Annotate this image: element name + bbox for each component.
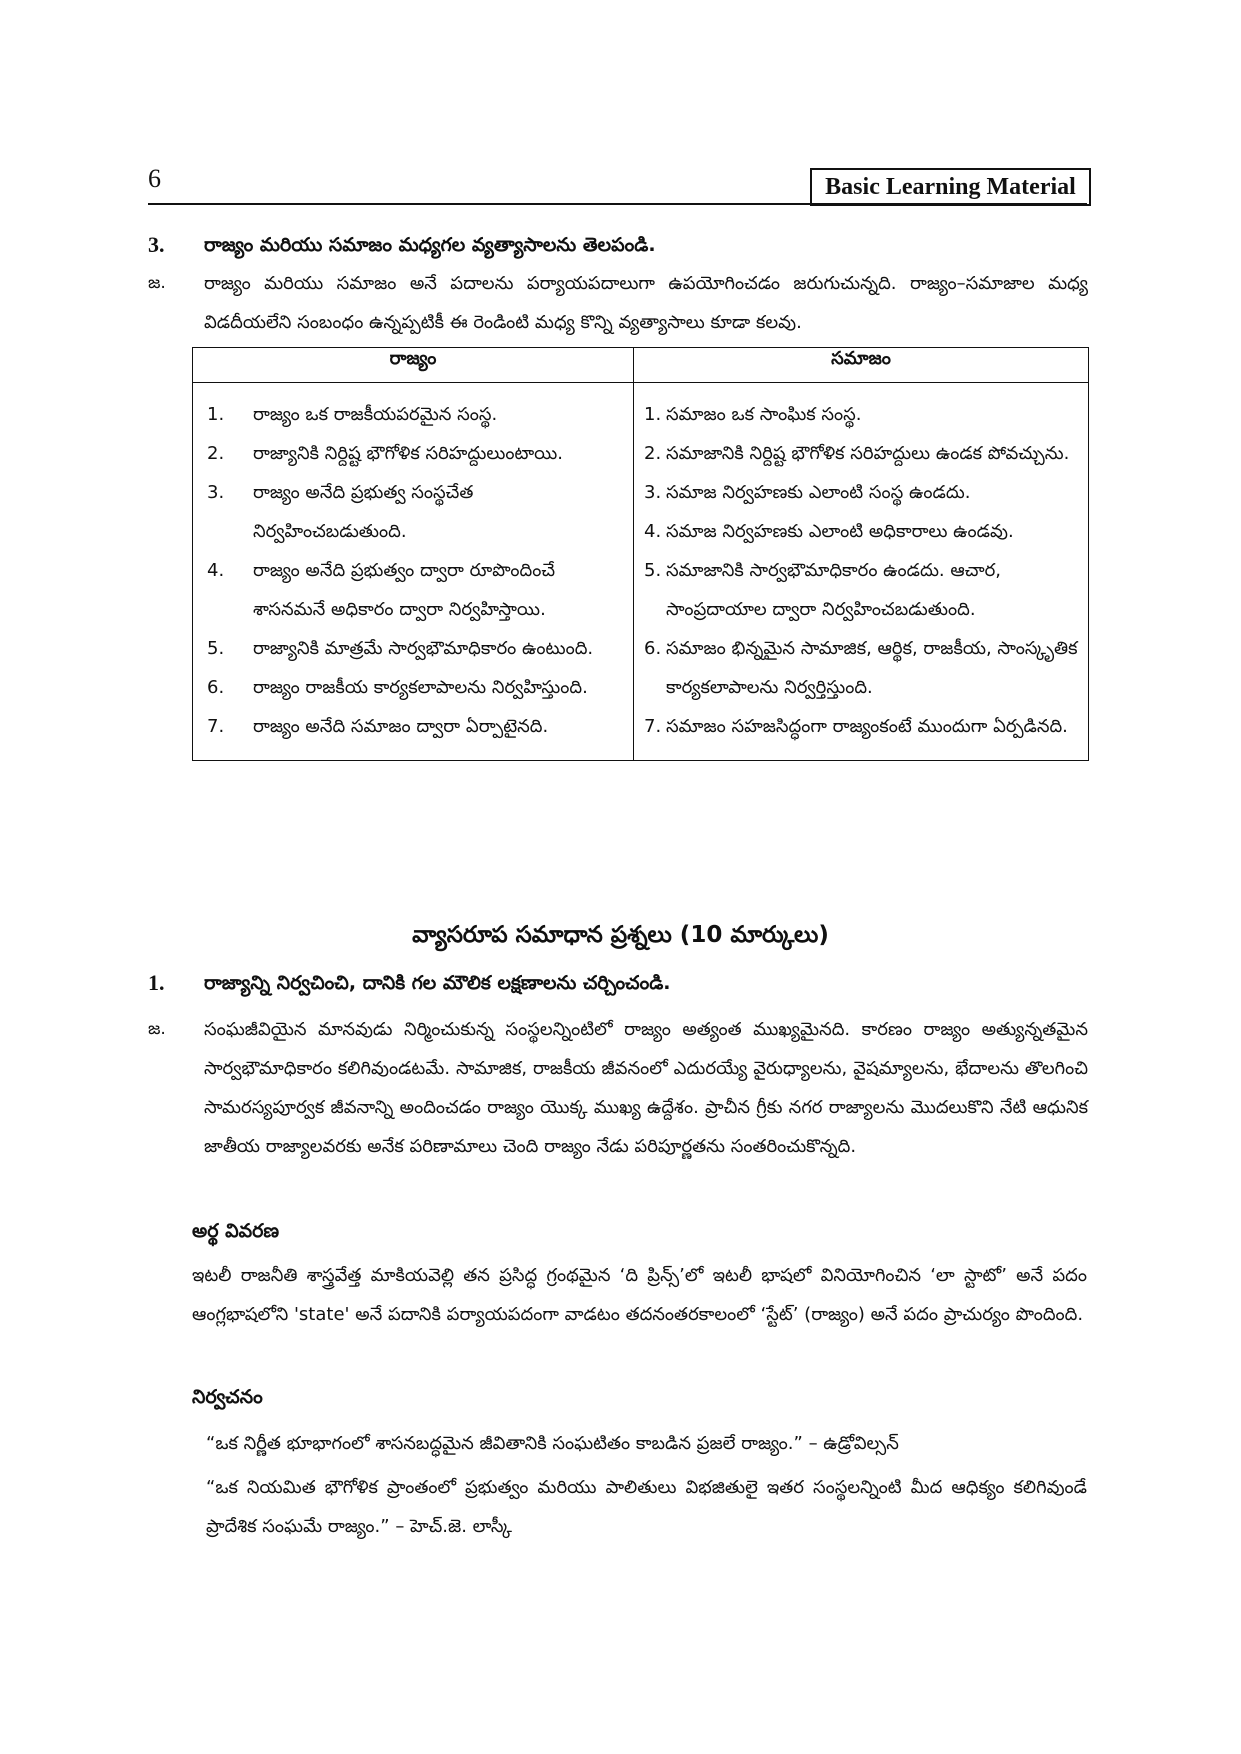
- item-text: రాజ్యం అనేది సమాజం ద్వారా ఏర్పాటైనది.: [253, 716, 549, 737]
- question-1: [148, 968, 1088, 998]
- item-text: రాజ్యానికి మాత్రమే సార్వభౌమాధికారం ఉంటుంది.: [253, 638, 594, 659]
- section-heading: వ్యాసరూప సమాధాన ప్రశ్నలు (10 మార్కులు): [412, 922, 829, 948]
- question-number: 1.: [148, 970, 165, 995]
- table-list-item: [644, 629, 1078, 707]
- table-list-item: [644, 707, 1078, 746]
- header-title-box: [810, 168, 1091, 206]
- question-3: [148, 230, 1088, 260]
- society-column: [634, 383, 1089, 761]
- table-list-item: [203, 629, 623, 668]
- item-number: 1.: [644, 404, 662, 425]
- meaning-paragraph: ఇటలీ రాజనీతి శాస్త్రవేత్త మాకియవెల్లి తన ప్రసిద్ధ గ్రంథమైన ‘ది ప్రిన్స్’లో ఇటలీ భాషలో వినియోగించిన ‘లా స్టాటో’ అనే పదం ఆంగ్లభాషలోని 'state' అనే పదానికి పర్యాయపదంగా వాడటం తదనంతరకాలంలో ‘స్టేట్’ (రాజ్యం) అనే పదం ప్రాచుర్యం పొందింది.: [192, 1265, 1087, 1325]
- question-text: రాజ్యం మరియు సమాజం మధ్యగల వ్యత్యాసాలను తెలపండి.: [204, 234, 656, 256]
- answer-marker: జ.: [148, 1019, 166, 1039]
- meaning-heading: అర్థ వివరణ: [192, 1220, 280, 1242]
- answer-3: [148, 264, 1088, 342]
- table-list-item: [203, 395, 623, 434]
- item-text: రాజ్యం ఒక రాజకీయపరమైన సంస్థ.: [253, 404, 498, 425]
- item-text: రాజ్యం రాజకీయ కార్యకలాపాలను నిర్వహిస్తుంది.: [253, 677, 588, 698]
- item-number: 2.: [207, 443, 225, 464]
- definition-quote-laski: “ఒక నియమిత భౌగోళిక ప్రాంతంలో ప్రభుత్వం మరియు పాలితులు విభజితులై ఇతర సంస్థలన్నింటి మీద ఆధిక్యం కలిగివుండే ప్రాదేశిక సంఘమే రాజ్యం.” – హెచ్.జె. లాస్కీ: [206, 1477, 1087, 1537]
- item-number: 4.: [644, 521, 662, 542]
- item-text: రాజ్యానికి నిర్దిష్ట భౌగోళిక సరిహద్దులుంటాయి.: [253, 443, 563, 464]
- definition-heading: నిర్వచనం: [192, 1386, 263, 1408]
- society-points-list: [644, 395, 1078, 746]
- item-number: 6.: [207, 677, 225, 698]
- state-column: [193, 383, 634, 761]
- item-number: 1.: [207, 404, 225, 425]
- item-number: 3.: [644, 482, 662, 503]
- table-list-item: [203, 707, 623, 746]
- item-text: రాజ్యం అనేది ప్రభుత్వ సంస్థచేత నిర్వహించబడుతుంది.: [253, 482, 474, 542]
- item-text: సమాజ నిర్వహణకు ఎలాంటి సంస్థ ఉండదు.: [666, 482, 971, 503]
- item-text: రాజ్యం అనేది ప్రభుత్వం ద్వారా రూపొందించే శాసనమనే అధికారం ద్వారా నిర్వహిస్తాయి.: [253, 560, 556, 620]
- item-number: 5.: [207, 638, 225, 659]
- table-list-item: [203, 434, 623, 473]
- header-rule: [148, 203, 1087, 205]
- item-text: సమాజానికి నిర్దిష్ట భౌగోళిక సరిహద్దులు ఉండక పోవచ్చును.: [666, 443, 1070, 464]
- table-header-row: [193, 348, 1089, 383]
- table-list-item: [203, 551, 623, 629]
- item-number: 5.: [644, 560, 662, 581]
- item-number: 3.: [207, 482, 225, 503]
- answer-1: [148, 1010, 1088, 1166]
- column-header-state: రాజ్యం: [193, 348, 634, 383]
- item-text: సమాజం ఒక సాంఘిక సంస్థ.: [666, 404, 862, 425]
- state-points-list: [203, 395, 623, 746]
- item-number: 4.: [207, 560, 225, 581]
- header-title: Basic Learning Material: [825, 173, 1076, 200]
- table-row: [193, 383, 1089, 761]
- answer-text: రాజ్యం మరియు సమాజం అనే పదాలను పర్యాయపదాలుగా ఉపయోగించడం జరుగుచున్నది. రాజ్యం–సమాజాల మధ్య విడదీయలేని సంబంధం ఉన్నప్పటికీ ఈ రెండింటి మధ్య కొన్ని వ్యత్యాసాలు కూడా కలవు.: [204, 273, 1088, 333]
- definition-quote-wilson: “ఒక నిర్ణీత భూభాగంలో శాసనబద్ధమైన జీవితానికి సంఘటితం కాబడిన ప్రజలే రాజ్యం.” – ఉడ్రోవిల్సన్: [206, 1433, 899, 1454]
- answer-text: సంఘజీవియైన మానవుడు నిర్మించుకున్న సంస్థలన్నింటిలో రాజ్యం అత్యంత ముఖ్యమైనది. కారణం రాజ్యం అత్యున్నతమైన సార్వభౌమాధికారం కలిగివుండటమే. సామాజిక, రాజకీయ జీవనంలో ఎదురయ్యే వైరుధ్యాలను, వైషమ్యాలను, భేదాలను తొలగించి సామరస్యపూర్వక జీవనాన్ని అందించడం రాజ్యం యొక్క ముఖ్య ఉద్దేశం. ప్రాచీన గ్రీకు నగర రాజ్యాలను మొదలుకొని నేటి ఆధునిక జాతీయ రాజ్యాలవరకు అనేక పరిణామాలు చెంది రాజ్యం నేడు పరిపూర్ణతను సంతరించుకొన్నది.: [204, 1019, 1088, 1157]
- item-text: సమాజానికి సార్వభౌమాధికారం ఉండదు. ఆచార, సాంప్రదాయాల ద్వారా నిర్వహించబడుతుంది.: [666, 560, 1001, 620]
- comparison-table: [192, 347, 1089, 761]
- table-list-item: [644, 551, 1078, 629]
- item-text: సమాజ నిర్వహణకు ఎలాంటి అధికారాలు ఉండవు.: [666, 521, 1014, 542]
- question-text: రాజ్యాన్ని నిర్వచించి, దానికి గల మౌలిక లక్షణాలను చర్చించండి.: [204, 972, 671, 994]
- question-number: 3.: [148, 232, 165, 257]
- item-number: 2.: [644, 443, 662, 464]
- column-header-society: సమాజం: [634, 348, 1089, 383]
- item-number: 6.: [644, 638, 662, 659]
- table-list-item: [644, 395, 1078, 434]
- table-list-item: [203, 668, 623, 707]
- page-number: 6: [148, 164, 161, 193]
- item-text: సమాజం సహజసిద్ధంగా రాజ్యంకంటే ముందుగా ఏర్పడినది.: [666, 716, 1068, 737]
- table-list-item: [644, 512, 1078, 551]
- table-list-item: [644, 434, 1078, 473]
- item-text: సమాజం భిన్నమైన సామాజిక, ఆర్థిక, రాజకీయ, సాంస్కృతిక కార్యకలాపాలను నిర్వర్తిస్తుంది.: [666, 638, 1078, 698]
- item-number: 7.: [644, 716, 662, 737]
- item-number: 7.: [207, 716, 225, 737]
- answer-marker: జ.: [148, 273, 166, 293]
- table-list-item: [644, 473, 1078, 512]
- table-list-item: [203, 473, 623, 551]
